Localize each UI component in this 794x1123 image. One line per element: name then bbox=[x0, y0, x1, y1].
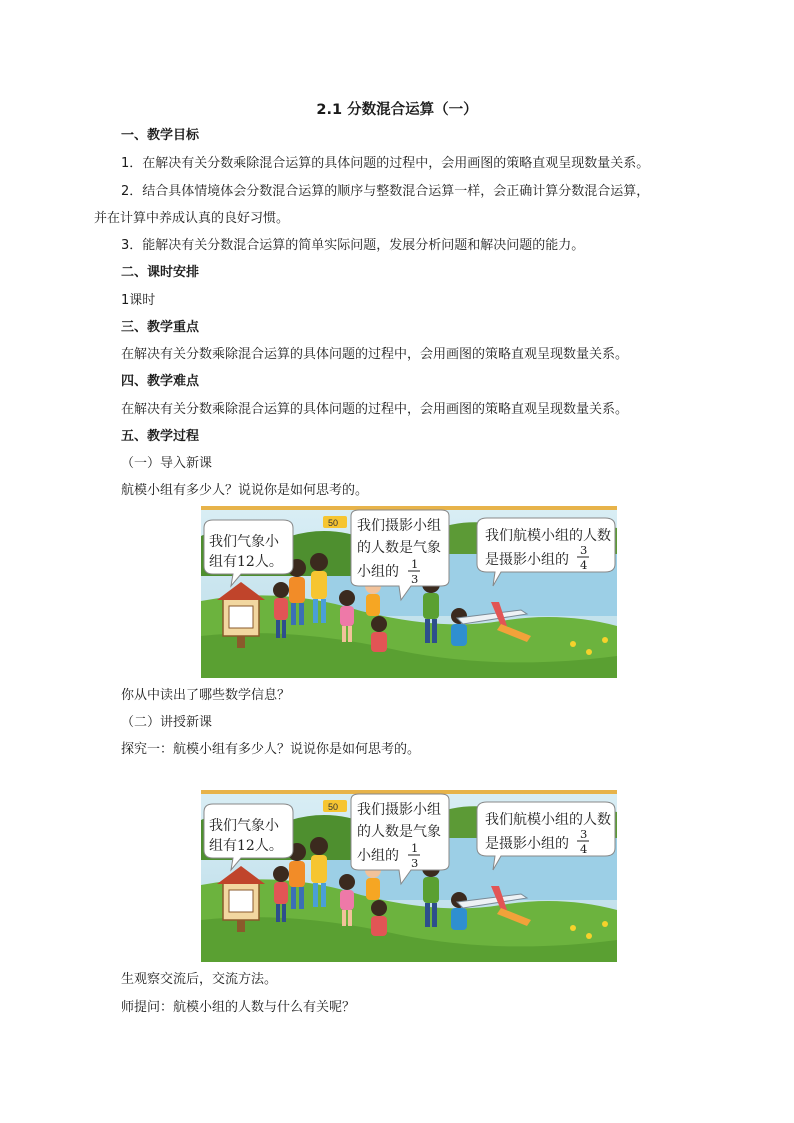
discussion-text: 生观察交流后，交流方法。 bbox=[121, 972, 278, 987]
top-border bbox=[201, 790, 617, 794]
schedule-text: 1课时 bbox=[121, 293, 156, 308]
model-fraction-denominator: 4 bbox=[580, 558, 588, 572]
teacher-question: 师提问：航模小组的人数与什么有关呢？ bbox=[121, 1000, 356, 1015]
bubble-photo-line2: 的人数是气象 bbox=[357, 540, 441, 556]
bubble-weather-line1: 我们气象小 bbox=[209, 534, 279, 550]
photo-fraction-denominator: 3 bbox=[411, 856, 419, 870]
distance-sign bbox=[323, 516, 347, 528]
scene-svg-1 bbox=[201, 506, 617, 678]
keypoint-text: 在解决有关分数乘除混合运算的具体问题的过程中，会用画图的策略直观呈现数量关系。 bbox=[121, 347, 629, 362]
scene-illustration-2 bbox=[201, 790, 617, 962]
photo-fraction-denominator: 3 bbox=[411, 572, 419, 586]
distance-sign bbox=[323, 800, 347, 812]
model-fraction-numerator: 3 bbox=[580, 543, 588, 557]
part2-heading: （二）讲授新课 bbox=[121, 715, 213, 730]
question-1: 航模小组有多少人？说说你是如何思考的。 bbox=[121, 483, 369, 498]
objective-3: 3．能解决有关分数混合运算的简单实际问题，发展分析问题和解决问题的能力。 bbox=[121, 238, 585, 253]
section-objectives-heading: 一、教学目标 bbox=[121, 128, 200, 143]
photo-fraction-numerator: 1 bbox=[411, 557, 419, 571]
bubble-photo-line1: 我们摄影小组 bbox=[357, 802, 441, 818]
bubble-photo-line2: 的人数是气象 bbox=[357, 824, 441, 840]
section-schedule-heading: 二、课时安排 bbox=[121, 265, 200, 280]
bubble-model-line1: 我们航模小组的人数 bbox=[485, 528, 611, 544]
bubble-photo-line3: 小组的 bbox=[357, 848, 399, 864]
sign-label: 50 bbox=[328, 802, 339, 812]
sign-label: 50 bbox=[328, 518, 339, 528]
bubble-model-line2: 是摄影小组的 bbox=[485, 552, 569, 568]
bubble-weather-line1: 我们气象小 bbox=[209, 818, 279, 834]
bubble-photo-line1: 我们摄影小组 bbox=[357, 518, 441, 534]
objective-1: 1．在解决有关分数乘除混合运算的具体问题的过程中，会用画图的策略直观呈现数量关系。 bbox=[121, 156, 650, 171]
model-fraction-denominator: 4 bbox=[580, 842, 588, 856]
section-difficulty-heading: 四、教学难点 bbox=[121, 374, 200, 389]
bubble-weather-line2: 组有12人。 bbox=[209, 554, 283, 570]
difficulty-text: 在解决有关分数乘除混合运算的具体问题的过程中，会用画图的策略直观呈现数量关系。 bbox=[121, 402, 629, 417]
explore-1: 探究一：航模小组有多少人？说说你是如何思考的。 bbox=[121, 742, 421, 757]
bubble-photo bbox=[351, 794, 449, 884]
bubble-model-line1: 我们航模小组的人数 bbox=[485, 812, 611, 828]
model-fraction-numerator: 3 bbox=[580, 827, 588, 841]
section-keypoint-heading: 三、教学重点 bbox=[121, 320, 200, 335]
scene-svg-2 bbox=[201, 790, 617, 962]
section-process-heading: 五、教学过程 bbox=[121, 429, 200, 444]
photo-fraction-numerator: 1 bbox=[411, 841, 419, 855]
scene-illustration-1 bbox=[201, 506, 617, 678]
part1-heading: （一）导入新课 bbox=[121, 456, 213, 471]
page-title: 2.1 分数混合运算（一） bbox=[316, 102, 478, 118]
top-border bbox=[201, 506, 617, 510]
bubble-photo bbox=[351, 510, 449, 600]
bubble-photo-line3: 小组的 bbox=[357, 564, 399, 580]
objective-2: 2．结合具体情境体会分数混合运算的顺序与整数混合运算一样，会正确计算分数混合运算， bbox=[121, 184, 650, 199]
bubble-weather-line2: 组有12人。 bbox=[209, 838, 283, 854]
question-2: 你从中读出了哪些数学信息？ bbox=[121, 688, 291, 703]
bubble-model-line2: 是摄影小组的 bbox=[485, 836, 569, 852]
objective-2-continued: 并在计算中养成认真的良好习惯。 bbox=[94, 211, 290, 226]
